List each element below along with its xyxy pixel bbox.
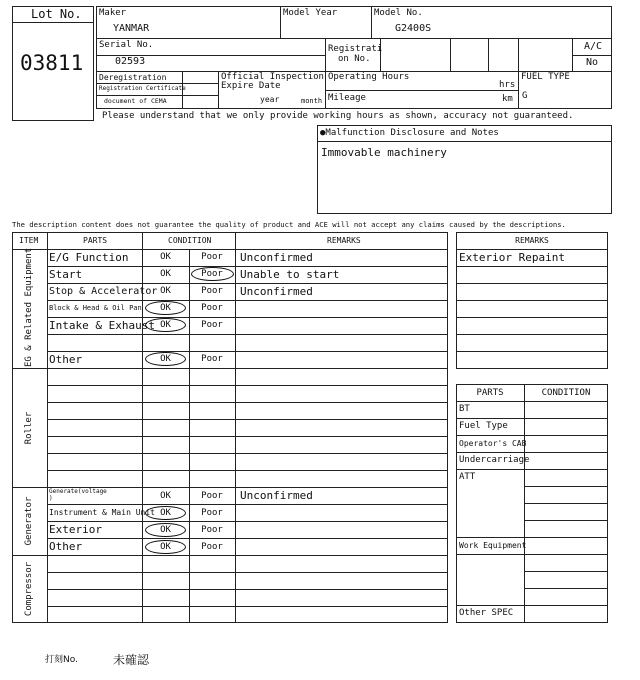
registration-certificate-label: Registration Certificate bbox=[99, 85, 186, 92]
ok-exterior: OK bbox=[160, 525, 171, 535]
part-generate-voltage: Generate(voltage bbox=[49, 488, 107, 495]
col-parts-header: PARTS bbox=[83, 236, 108, 245]
model-no-value: G2400S bbox=[395, 23, 432, 34]
part-exterior: Exterior bbox=[49, 523, 102, 536]
malfunction-title: ●Malfunction Disclosure and Notes bbox=[320, 128, 499, 138]
right-parts-other-spec: Other SPEC bbox=[459, 608, 514, 618]
part-other-eg: Other bbox=[49, 353, 83, 366]
fuel-type-label: FUEL TYPE bbox=[521, 72, 570, 82]
poor-start-circle bbox=[191, 267, 234, 281]
right-remarks-title: REMARKS bbox=[515, 236, 549, 245]
poor-generate-voltage: Poor bbox=[201, 491, 223, 501]
inspection-label: Official Inspection bbox=[221, 72, 324, 82]
poor-eg-function: Poor bbox=[201, 252, 223, 262]
deregistration-label: Deregistration bbox=[99, 73, 167, 82]
lot-number: 03811 bbox=[20, 51, 84, 75]
ok-intake-exhaust: OK bbox=[160, 320, 171, 330]
col-condition-header: CONDITION bbox=[168, 236, 212, 245]
registration-label-2: on No. bbox=[338, 54, 371, 64]
group-label-generator: Generator bbox=[24, 496, 34, 546]
ok-eg-function: OK bbox=[160, 252, 171, 262]
ok-other-eg-circle bbox=[145, 352, 186, 366]
serial-label: Serial No. bbox=[99, 40, 154, 50]
maker-value: YANMAR bbox=[113, 23, 150, 34]
remark-eg-function: Unconfirmed bbox=[240, 251, 313, 264]
ok-instrument-main: OK bbox=[160, 508, 171, 518]
right-parts-fuel-type: Fuel Type bbox=[459, 421, 508, 431]
col-remarks-header: REMARKS bbox=[327, 236, 361, 245]
part-eg-function: E/G Function bbox=[49, 251, 129, 264]
hrs-label: hrs bbox=[499, 80, 516, 90]
part-other-gen: Other bbox=[49, 540, 83, 553]
ok-block-head: OK bbox=[160, 303, 171, 313]
ok-instrument-main-circle bbox=[145, 506, 186, 520]
part-intake-exhaust: Intake & Exhaust bbox=[49, 319, 155, 332]
cema-label: document of CEMA bbox=[104, 97, 167, 105]
part-generate-voltage-2: ) bbox=[49, 495, 53, 502]
hours-notice: Please understand that we only provide working hours as shown, accuracy not guaranteed. bbox=[102, 111, 574, 121]
right-parts-att: ATT bbox=[459, 472, 476, 482]
remark-generate-voltage: Unconfirmed bbox=[240, 489, 313, 502]
ok-start: OK bbox=[160, 269, 171, 279]
model-no-label: Model No. bbox=[374, 8, 423, 18]
right-parts-operator-cab: Operator's CAB bbox=[459, 439, 527, 448]
poor-exterior: Poor bbox=[201, 525, 223, 535]
poor-stop-accelerator: Poor bbox=[201, 286, 223, 296]
poor-instrument-main: Poor bbox=[201, 508, 223, 518]
ok-exterior-circle bbox=[145, 523, 186, 537]
part-start: Start bbox=[49, 268, 83, 281]
km-label: km bbox=[502, 94, 513, 104]
poor-start: Poor bbox=[201, 269, 223, 279]
part-stop-accelerator: Stop & Accelerator bbox=[49, 286, 158, 297]
malfunction-box bbox=[317, 125, 612, 214]
right-remarks-first: Exterior Repaint bbox=[459, 251, 565, 264]
fuel-type-value: G bbox=[522, 91, 528, 101]
right-parts-col-parts: PARTS bbox=[476, 388, 504, 398]
ok-stop-accelerator: OK bbox=[160, 286, 171, 296]
poor-intake-exhaust: Poor bbox=[201, 320, 223, 330]
month-label: month bbox=[301, 97, 323, 105]
poor-other-eg: Poor bbox=[201, 354, 223, 364]
ok-generate-voltage: OK bbox=[160, 491, 171, 501]
disclaimer: The description content does not guarantee the quality of product and ACE will not accept any claims caused by the descriptions. bbox=[12, 220, 566, 229]
ok-other-gen: OK bbox=[160, 542, 171, 552]
serial-value: 02593 bbox=[115, 56, 146, 67]
registration-label: Registrati bbox=[328, 44, 383, 54]
right-parts-col-condition: CONDITION bbox=[541, 388, 591, 398]
ok-other-gen-circle bbox=[145, 540, 186, 554]
group-label-roller: Roller bbox=[24, 411, 34, 445]
poor-block-head: Poor bbox=[201, 303, 223, 313]
lot-label: Lot No. bbox=[31, 7, 82, 21]
right-parts-bt: BT bbox=[459, 404, 470, 414]
col-item-header: ITEM bbox=[19, 236, 39, 245]
right-parts-work-equipment: Work Equipment bbox=[459, 541, 527, 550]
remark-stop-accelerator: Unconfirmed bbox=[240, 285, 313, 298]
group-label-eg: EG & Related Equipment bbox=[24, 247, 34, 367]
group-label-compressor: Compressor bbox=[24, 561, 34, 617]
maker-label: Maker bbox=[99, 8, 127, 18]
ok-other-eg: OK bbox=[160, 354, 171, 364]
operating-hours-label: Operating Hours bbox=[328, 72, 410, 82]
right-parts-undercarriage: Undercarriage bbox=[459, 455, 530, 465]
malfunction-text: Immovable machinery bbox=[321, 146, 447, 159]
remark-start: Unable to start bbox=[240, 268, 340, 281]
year-label: year bbox=[260, 95, 280, 104]
part-instrument-main: Instrument & Main Unit bbox=[49, 508, 155, 517]
ac-label: A/C bbox=[584, 41, 603, 52]
mileage-label: Mileage bbox=[328, 93, 366, 103]
stamp-value: 未確認 bbox=[113, 653, 150, 667]
poor-other-gen: Poor bbox=[201, 542, 223, 552]
model-year-label: Model Year bbox=[283, 8, 338, 18]
inspection-label-2: Expire Date bbox=[221, 81, 281, 91]
ok-intake-exhaust-circle bbox=[145, 318, 186, 332]
ok-block-head-circle bbox=[145, 301, 186, 315]
ac-value: No bbox=[586, 57, 599, 68]
part-block-head-oil-pan: Block & Head & Oil Pan bbox=[49, 304, 142, 312]
stamp-label: 打刻No. bbox=[45, 655, 78, 665]
